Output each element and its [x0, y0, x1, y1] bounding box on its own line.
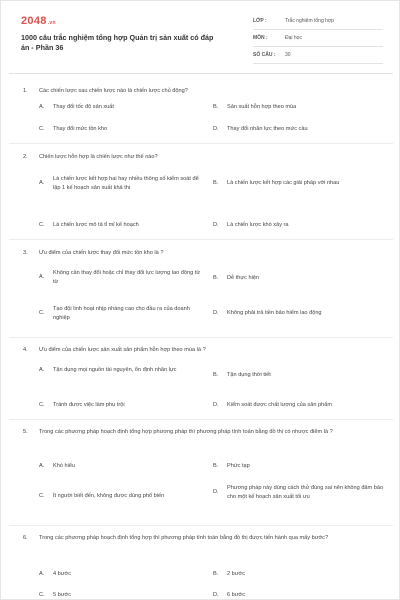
option-b[interactable]: [213, 103, 383, 112]
option-b[interactable]: [213, 179, 373, 188]
option-letter: B.: [213, 180, 219, 186]
option-text: Thay đổi tốc độ sản xuất: [53, 104, 114, 110]
document-header: [1, 1, 400, 71]
meta-row-class: [253, 15, 383, 30]
question-prompt: Chiến lược hỗn hợp là chiến lược như thế nào?: [39, 154, 158, 160]
option-c[interactable]: [39, 305, 203, 322]
option-a[interactable]: [39, 103, 199, 112]
question-prompt: Trong các phương pháp hoạch định tổng hợp thì phương pháp tính toán bằng đồ thị được tiến hành qua mấy bước?: [39, 535, 329, 541]
option-letter: B.: [213, 372, 219, 378]
question-text: [23, 428, 373, 437]
option-text: Khó hiểu: [53, 463, 76, 469]
option-text: 5 bước: [53, 592, 71, 598]
option-text: Không cần thay đổi hoặc chỉ thay đổi lực lượng lao động từ từ: [53, 270, 201, 285]
option-d[interactable]: [213, 591, 373, 600]
meta-value: Đại học: [285, 35, 302, 41]
question-number: 4.: [23, 347, 28, 353]
option-letter: B.: [213, 104, 219, 110]
option-letter: D.: [213, 310, 219, 316]
option-text: Tạo đội linh hoạt nhịp nhàng cao cho đầu ra của doanh nghiệp: [53, 306, 190, 321]
question-separator: [9, 419, 393, 420]
option-text: Thay đổi mức tồn kho: [53, 126, 108, 132]
option-letter: D.: [213, 126, 219, 132]
option-c[interactable]: [39, 492, 203, 501]
option-text: Tránh được việc làm phụ trội: [53, 402, 125, 408]
option-d[interactable]: [213, 401, 385, 410]
option-text: Sản xuất hỗn hợp theo mùa: [227, 104, 297, 110]
meta-row-count: [253, 49, 383, 64]
option-d[interactable]: [213, 221, 373, 230]
meta-value: 30: [285, 52, 291, 58]
option-b[interactable]: [213, 570, 373, 579]
option-letter: B.: [213, 275, 219, 281]
site-logo[interactable]: [21, 15, 56, 27]
question-prompt: Ưu điểm của chiến lược sản xuất sản phẩm hỗn hợp theo mùa là ?: [39, 347, 206, 353]
question-separator: [9, 337, 393, 338]
question-text: [23, 346, 373, 355]
option-letter: C.: [39, 402, 45, 408]
option-letter: D.: [213, 489, 219, 496]
option-text: Là chiến lược mô tả tỉ mỉ kế hoạch: [53, 222, 139, 228]
option-a[interactable]: [39, 570, 203, 579]
option-text: Dễ thực hiện: [227, 275, 260, 281]
document-title: 1000 câu trắc nghiệm tổng hợp Quản trị sản xuất có đáp án - Phần 36: [21, 33, 214, 52]
option-text: Không phải trả tiền bảo hiểm lao động: [227, 310, 322, 316]
option-text: Thay đổi nhân lực theo mức cầu: [227, 126, 308, 132]
option-letter: C.: [39, 126, 45, 132]
header-divider: [9, 73, 393, 74]
option-letter: C.: [39, 493, 45, 499]
option-d[interactable]: [213, 484, 385, 501]
option-text: Là chiến lược khó xảy ra: [227, 222, 289, 228]
question-separator: [9, 239, 393, 240]
meta-value: Trắc nghiệm tổng hợp: [285, 18, 334, 24]
option-a[interactable]: [39, 269, 203, 286]
option-letter: B.: [213, 571, 219, 577]
option-letter: A.: [39, 463, 45, 469]
option-a[interactable]: [39, 175, 203, 192]
question-text: [23, 87, 373, 96]
question-prompt: Các chiến lược sau chiến lược nào là chiến lược chủ động?: [39, 88, 188, 94]
option-letter: C.: [39, 222, 45, 228]
option-c[interactable]: [39, 401, 203, 410]
option-text: Tận dụng mọi nguồn tài nguyên, ổn định nhân lực: [53, 367, 177, 373]
question-text: [23, 249, 373, 258]
option-text: Là chiến lược kết hợp hai hay nhiều thông số kiểm soát để lập 1 kế hoạch sản xuất khả thi: [53, 176, 199, 191]
option-letter: A.: [39, 274, 45, 281]
option-letter: C.: [39, 310, 45, 317]
option-text: Ít người biết đến, không được dùng phổ biến: [53, 493, 165, 499]
question-number: 2.: [23, 154, 28, 160]
option-a[interactable]: [39, 462, 203, 471]
document-meta: [253, 15, 383, 66]
option-c[interactable]: [39, 221, 203, 230]
option-letter: D.: [213, 222, 219, 228]
meta-label: SỐ CÂU :: [253, 52, 276, 58]
option-d[interactable]: [213, 309, 373, 318]
question-number: 5.: [23, 429, 28, 435]
option-text: Kiểm soát được chất lượng của sản phẩm: [227, 402, 332, 408]
logo-suffix: .vn: [47, 20, 56, 26]
logo-text: 2048: [21, 15, 47, 27]
option-b[interactable]: [213, 462, 373, 471]
option-c[interactable]: [39, 591, 203, 600]
question-text: [23, 153, 373, 162]
option-text: Là chiến lược kết hợp các giải pháp với nhau: [227, 180, 340, 186]
meta-row-subject: [253, 32, 383, 47]
option-letter: C.: [39, 592, 45, 598]
option-text: Phương pháp này dùng cách thử đúng sai nên không đảm bảo cho một kế hoạch sản xuất tối ưu: [227, 485, 384, 500]
option-letter: A.: [39, 571, 45, 577]
meta-label: LỚP :: [253, 18, 267, 24]
question-separator: [9, 525, 393, 526]
option-text: 4 bước: [53, 571, 71, 577]
option-text: Phức tạp: [227, 463, 250, 469]
option-letter: A.: [39, 180, 45, 187]
meta-label: MÔN :: [253, 35, 268, 41]
option-a[interactable]: [39, 366, 203, 375]
option-letter: A.: [39, 367, 45, 373]
question-number: 6.: [23, 535, 28, 541]
option-d[interactable]: [213, 125, 383, 134]
option-b[interactable]: [213, 274, 373, 283]
question-prompt: Trong các phương pháp hoạch định tổng hợp phương pháp thì phương pháp tính toán bằng đồ thị có nhược điểm là ?: [39, 429, 333, 435]
option-letter: B.: [213, 463, 219, 469]
option-letter: D.: [213, 402, 219, 408]
option-b[interactable]: [213, 371, 373, 380]
question-number: 3.: [23, 250, 28, 256]
option-c[interactable]: [39, 125, 199, 134]
question-prompt: Ưu điểm của chiến lược thay đổi mức tồn kho là ?: [39, 250, 164, 256]
question-text: [23, 534, 373, 543]
question-number: 1.: [23, 88, 28, 94]
option-letter: A.: [39, 104, 45, 110]
option-text: 6 bước: [227, 592, 245, 598]
option-letter: D.: [213, 592, 219, 598]
option-text: Tận dụng thời tiết: [227, 372, 271, 378]
question-separator: [9, 143, 393, 144]
option-text: 2 bước: [227, 571, 245, 577]
